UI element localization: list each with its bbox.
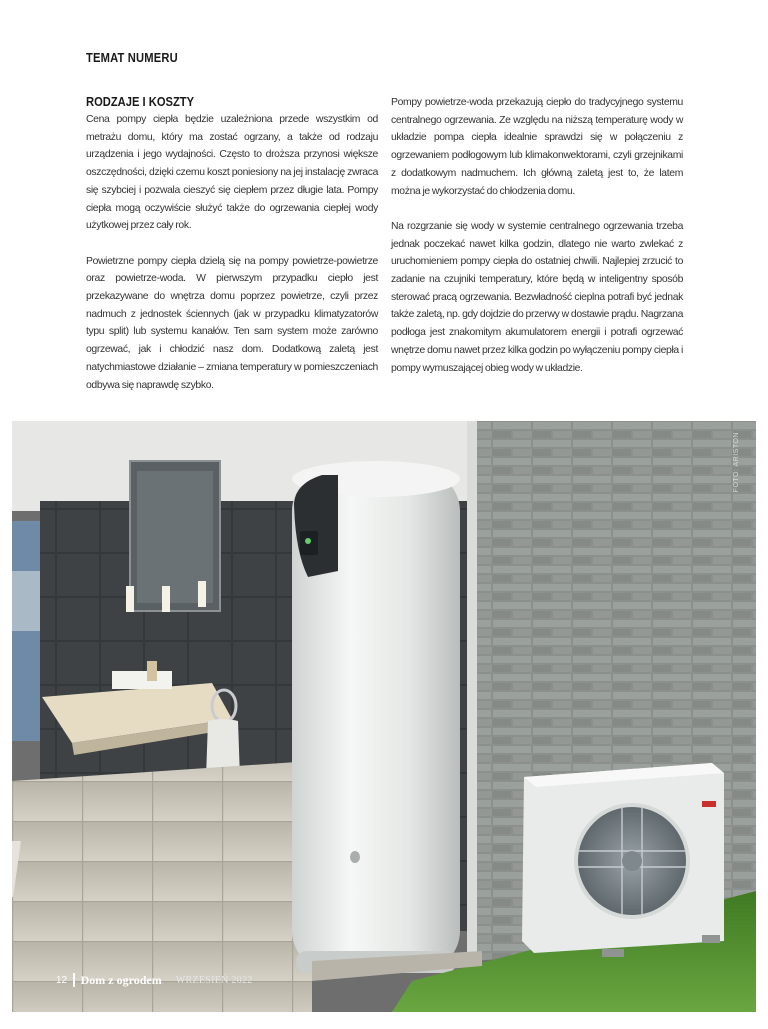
water-tank [292,461,460,973]
article-column-left [86,94,378,412]
article-paragraph: Powietrzne pompy ciepła dzielą się na pompy powietrze-powietrze oraz powietrze-woda. W pierwszym przypadku ciepło jest przekazywane do wnętrza domu poprzez powietrze, czyli przez nadmuch z jednostek ściennych (jak w przypadku klimatyzatorów typu split) lub systemu kanałów. Ten sam system może zarówno ogrzewać, jak i chłodzić nasz dom. Dodatkową zaletą jest natychmiastowe działanie – zmiana temperatury w pomieszczeniach odbywa się naprawdę szybko. [86,255,378,391]
issue-date: WRZESIEŃ 2022 [175,974,253,986]
outdoor-heat-pump-unit [522,763,724,957]
heat-pump-illustration [12,421,756,1012]
article-heading: RODZAJE I KOSZTY [86,94,195,109]
article-paragraph: Na rozgrzanie się wody w systemie centralnego ogrzewania trzeba jednak poczekać nawet kilka godzin, dlatego nie warto zwlekać z uruchomieniem pompy ciepła do ostatniej chwili. Najlepiej zrzucić to zadanie na czujniki temperatury, które będą w inteligentny sposób sterować pracą ogrzewania. Bezwładność cieplna potrafi być jednak także zaletą, np. gdy dojdzie do przerwy w dostawie prądu. Nagrzana podłoga jest znakomitym akumulatorem energii i potrafi ogrzewać wnętrze domu nawet przez kilka godzin po wyłączeniu pompy ciepła i pompy wymuszającej obieg wody w układzie. [391,220,683,374]
page-footer [56,970,253,990]
footer-divider [73,973,75,987]
page-number: 12 [56,974,68,986]
article-paragraph: Pompy powietrze-woda przekazują ciepło do tradycyjnego systemu centralnego ogrzewania. Ze względu na niższą temperaturę wody w układzie pompa ciepła idealnie sprawdzi się w połączeniu z ogrzewaniem podłogowym lub klimakonwektorami, czyli grzejnikami z dodatkowym nadmuchem. Ich główną zaletą jest to, że latem można je wykorzystać do chłodzenia domu. [391,97,683,197]
photo-credit: FOTO: ARISTON [733,432,740,493]
product-photo [12,421,756,1012]
article-paragraph: Cena pompy ciepła będzie uzależniona przede wszystkim od metrażu domu, który ma zostać ogrzany, a także od rodzaju urządzenia i jego wydajności. Często to droższa przynosi większe oszczędności, dzięki czemu koszt poniesiony na jej instalację zwraca się szybciej i pozwala cieszyć się ciepłem przez długie lata. Pompy ciepła mogą oczywiście służyć także do ogrzewania ciepłej wody użytkowej przez cały rok. [86,114,378,232]
section-label: TEMAT NUMERU [86,50,178,65]
magazine-name: Dom z ogrodem [80,972,162,987]
article-column-right [391,94,683,395]
